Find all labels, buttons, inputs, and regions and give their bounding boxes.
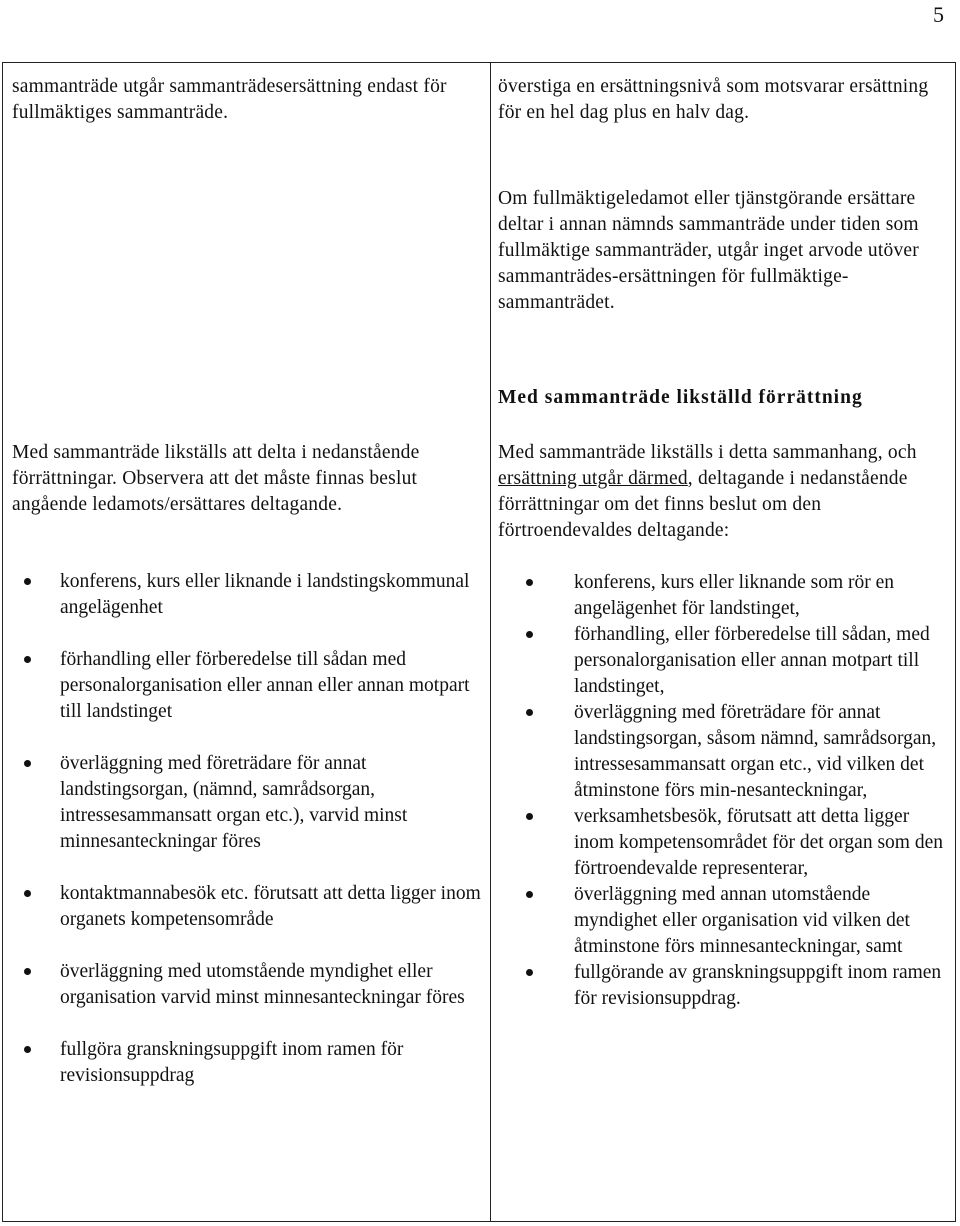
right-paragraph: Om fullmäktigeledamot eller tjänstgörande ersättare deltar i annan nämnds sammanträde under tiden som fullmäktige sammanträder, utgår inget arvode utöver sammanträdes-ersättningen för fullmäktige-sammanträdet.	[498, 188, 919, 313]
page-number: 5	[933, 2, 944, 27]
section-heading: Med sammanträde likställd förrättning	[498, 387, 863, 408]
right-top-text: överstiga en ersättningsnivå som motsvarar ersättning för en hel dag plus en halv dag.	[498, 76, 929, 123]
intro-text-1: Med sammanträde likställs i detta sammanhang, och	[498, 442, 917, 463]
right-intro	[498, 440, 948, 544]
list-item: konferens, kurs eller liknande som rör en angelägenhet för landstinget,	[498, 570, 948, 622]
left-bullet-list	[12, 569, 482, 1115]
left-intro: Med sammanträde likställs att delta i nedanstående förrättningar. Observera att det måste finnas beslut angående ledamots/ersättares deltagande.	[12, 442, 420, 515]
list-item: överläggning med företrädare för annat landstingsorgan, såsom nämnd, samrådsorgan, intressesammansatt organ etc., vid vilken det åtminstone förs min-nesanteckningar,	[498, 700, 948, 804]
list-item: kontaktmannabesök etc. förutsatt att detta ligger inom organets kompetensområde	[12, 881, 482, 933]
intro-underlined-text: ersättning utgår därmed	[498, 468, 688, 489]
intro-text-2: , deltagande i nedanstående förrättningar om det finns beslut om den förtroendevaldes deltagande:	[498, 468, 908, 541]
column-divider	[490, 63, 491, 1221]
list-item: överläggning med annan utomstående myndighet eller organisation vid vilken det åtminstone förs minnesanteckningar, samt	[498, 882, 948, 960]
left-top-text: sammanträde utgår sammanträdesersättning endast för fullmäktiges sammanträde.	[12, 76, 447, 123]
list-item: verksamhetsbesök, förutsatt att detta ligger inom kompetensområdet för det organ som den förtroendevalde representerar,	[498, 804, 948, 882]
right-bullet-list	[498, 570, 948, 1012]
list-item: konferens, kurs eller liknande i landstingskommunal angelägenhet	[12, 569, 482, 621]
list-item: överläggning med företrädare för annat landstingsorgan, (nämnd, samrådsorgan, intressesammansatt organ etc.), varvid minst minnesanteckningar föres	[12, 751, 482, 855]
list-item: förhandling, eller förberedelse till sådan, med personalorganisation eller annan motpart till landstinget,	[498, 622, 948, 700]
list-item: fullgörande av granskningsuppgift inom ramen för revisionsuppdrag.	[498, 960, 948, 1012]
list-item: förhandling eller förberedelse till sådan med personalorganisation eller annan eller annan motpart till landstinget	[12, 647, 482, 725]
list-item: överläggning med utomstående myndighet eller organisation varvid minst minnesanteckningar föres	[12, 959, 482, 1011]
list-item: fullgöra granskningsuppgift inom ramen för revisionsuppdrag	[12, 1037, 482, 1089]
